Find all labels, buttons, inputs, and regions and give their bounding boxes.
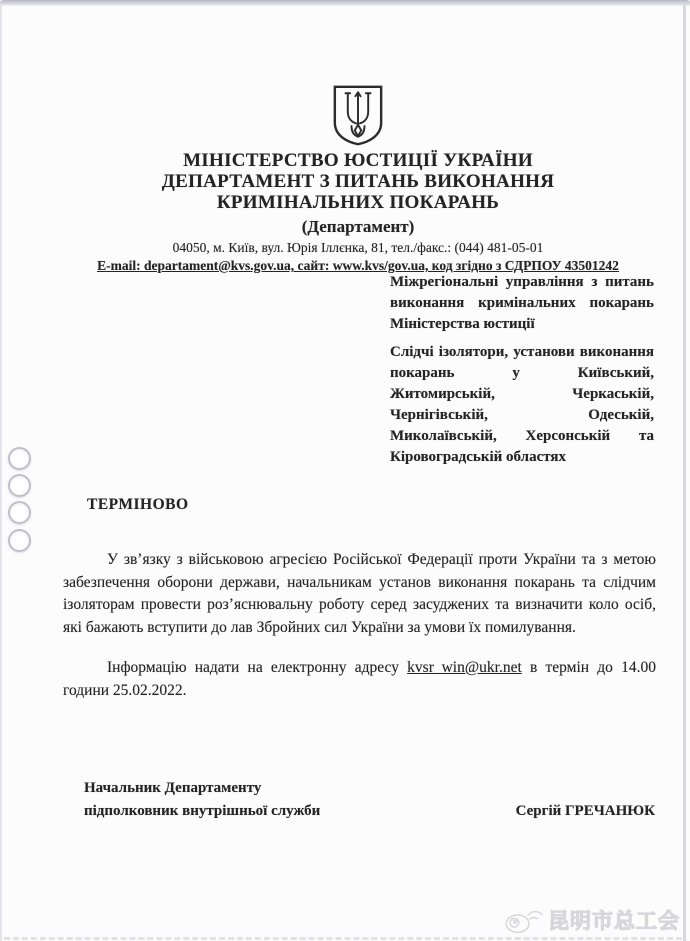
signature-block [84, 777, 655, 823]
signature-position-line1: Начальник Департаменту [84, 780, 262, 796]
addressee-institutions: Слідчі ізолятори, установи виконання покарань у Київський, Житомирській, Черкаській, Чернігівській, Одеській, Миколаївській, Херсонській та Кіровоградській областях [390, 344, 654, 465]
ukraine-trident-emblem-icon [330, 84, 386, 147]
urgency-label: ТЕРМІНОВО [87, 496, 189, 513]
signature-position-line2: підполковник внутрішньої служби [84, 803, 321, 819]
signature-position [84, 777, 320, 823]
body-paragraph-2 [63, 657, 656, 702]
department-subtitle: (Департамент) [301, 217, 415, 236]
addressee-departments: Міжрегіональні управління з питань виконання кримінальних покарань Міністерства юстиції [390, 274, 654, 332]
contact-line: E-mail: departament@kvs.gov.ua, сайт: www.kvs/gov.ua, код згідно з СДРПОУ 43501242 [97, 258, 619, 273]
ministry-title-line2: ДЕПАРТАМЕНТ З ПИТАНЬ ВИКОНАННЯ [161, 171, 555, 192]
body-paragraph-2-text: Інформацію надати на електронну адресу [107, 659, 408, 676]
letterhead [64, 84, 652, 274]
body-paragraph-2-deadline: в термін до 14.00 години 25.02.2022. [63, 659, 656, 699]
signature-name: Сергій ГРЕЧАНЮК [515, 803, 655, 819]
weibo-logo-icon [503, 905, 545, 935]
ministry-title-line3: КРИМІНАЛЬНИХ ПОКАРАНЬ [216, 192, 500, 213]
body-paragraph-1: У зв’язку з військовою агресією Російської Федерації проти України та з метою забезпечення оборони держави, начальникам установ виконання покарань та слідчим ізоляторам провести роз’яснювальну роботу серед засуджених та визначити коло осіб, які бажають вступити до лав Збройних сил України за умови їх помилування. [63, 551, 656, 636]
reply-email-address: kvsr_win@ukr.net [407, 659, 522, 676]
addressee-block [390, 272, 654, 468]
address-line: 04050, м. Київ, вул. Юрія Іллєнка, 81, тел./факс.: (044) 481-05-01 [172, 240, 544, 255]
watermark-text: 昆明市总工会 [548, 909, 680, 933]
weibo-watermark [503, 905, 680, 935]
ministry-title-line1: МІНІСТЕРСТВО ЮСТИЦІЇ УКРАЇНИ [183, 150, 533, 171]
